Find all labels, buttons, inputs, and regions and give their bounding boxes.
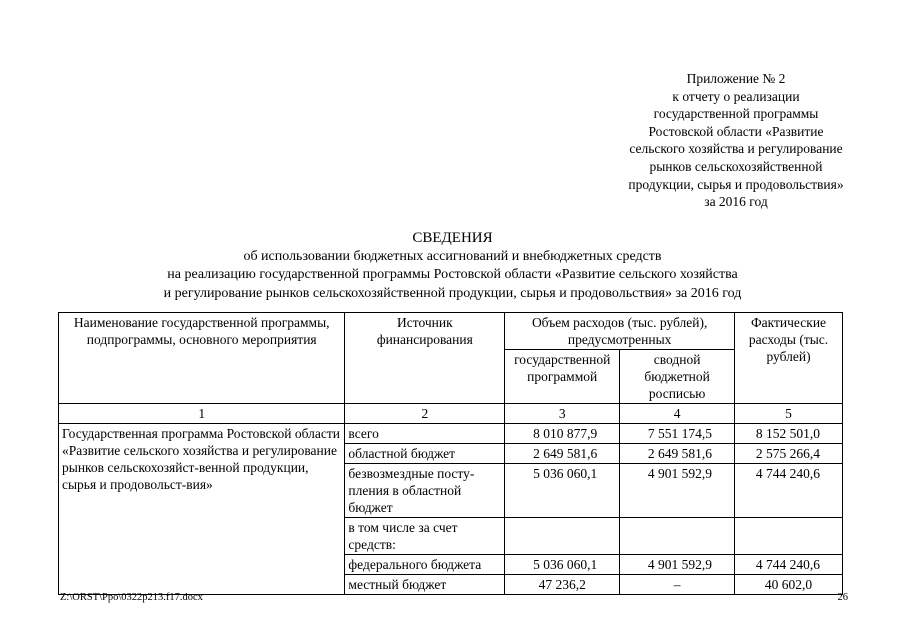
state-program-cell: 47 236,2	[505, 575, 620, 595]
file-path: Z:\ORST\Ppo\0322p213.f17.docx	[60, 592, 203, 603]
source-cell: федерального бюджета	[345, 555, 505, 575]
expenditure-table	[58, 312, 843, 595]
appendix-line: сельского хозяйства и регулирование	[629, 141, 843, 157]
state-program-cell: 5 036 060,1	[505, 555, 620, 575]
column-number: 5	[735, 404, 843, 424]
actual-cell: 8 152 501,0	[735, 424, 843, 444]
page-number: 26	[837, 592, 848, 603]
title-line: об использовании бюджетных ассигнований и внебюджетных средств	[243, 248, 662, 264]
actual-cell: 4 744 240,6	[735, 464, 843, 518]
actual-cell: 4 744 240,6	[735, 555, 843, 575]
state-program-cell	[505, 518, 620, 555]
source-cell: в том числе за счет средств:	[345, 518, 505, 555]
budget-list-cell: –	[620, 575, 735, 595]
appendix-block	[586, 70, 886, 211]
source-cell: областной бюджет	[345, 444, 505, 464]
header-name: Наименование государственной программы, подпрограммы, основного мероприятия	[59, 313, 345, 404]
state-program-cell: 8 010 877,9	[505, 424, 620, 444]
header-row	[59, 313, 843, 350]
appendix-line: за 2016 год	[704, 194, 768, 210]
appendix-line: Приложение № 2	[686, 71, 786, 86]
budget-list-cell	[620, 518, 735, 555]
source-cell: местный бюджет	[345, 575, 505, 595]
appendix-line: продукции, сырья и продовольствия»	[628, 176, 844, 192]
column-number: 3	[505, 404, 620, 424]
budget-list-cell: 7 551 174,5	[620, 424, 735, 444]
page-footer	[60, 592, 848, 603]
budget-list-cell: 4 901 592,9	[620, 464, 735, 518]
actual-cell	[735, 518, 843, 555]
header-actual: Фактические расходы (тыс. рублей)	[735, 313, 843, 404]
header-source: Источник финансирования	[345, 313, 505, 404]
program-name: Государственная программа Ростовской области «Развитие сельского хозяйства и регулирование рынков сельскохозяйст-венной продукции, сырья и продовольст-вия»	[59, 424, 345, 595]
state-program-cell: 2 649 581,6	[505, 444, 620, 464]
source-cell: безвозмездные посту-пления в областной бюджет	[345, 464, 505, 518]
appendix-line: Ростовской области «Развитие	[648, 123, 824, 139]
appendix-line: к отчету о реализации	[672, 88, 800, 104]
header-state-program: государственной программой	[505, 350, 620, 404]
title-heading: СВЕДЕНИЯ	[412, 230, 493, 246]
budget-list-cell: 2 649 581,6	[620, 444, 735, 464]
document-title	[0, 229, 905, 303]
actual-cell: 2 575 266,4	[735, 444, 843, 464]
budget-list-cell: 4 901 592,9	[620, 555, 735, 575]
source-cell: всего	[345, 424, 505, 444]
column-number: 2	[345, 404, 505, 424]
title-line: на реализацию государственной программы Ростовской области «Развитие сельского хозяйства	[167, 267, 738, 282]
column-number: 4	[620, 404, 735, 424]
header-volume: Объем расходов (тыс. рублей), предусмотренных	[505, 313, 735, 350]
column-number: 1	[59, 404, 345, 424]
state-program-cell: 5 036 060,1	[505, 464, 620, 518]
header-budget-list: сводной бюджетной росписью	[620, 350, 735, 404]
appendix-line: государственной программы	[653, 106, 819, 122]
table-row	[59, 424, 843, 444]
appendix-line: рынков сельскохозяйственной	[649, 158, 823, 174]
column-number-row	[59, 404, 843, 424]
title-line: и регулирование рынков сельскохозяйственной продукции, сырья и продовольствия» за 2016 год	[163, 285, 742, 301]
actual-cell: 40 602,0	[735, 575, 843, 595]
